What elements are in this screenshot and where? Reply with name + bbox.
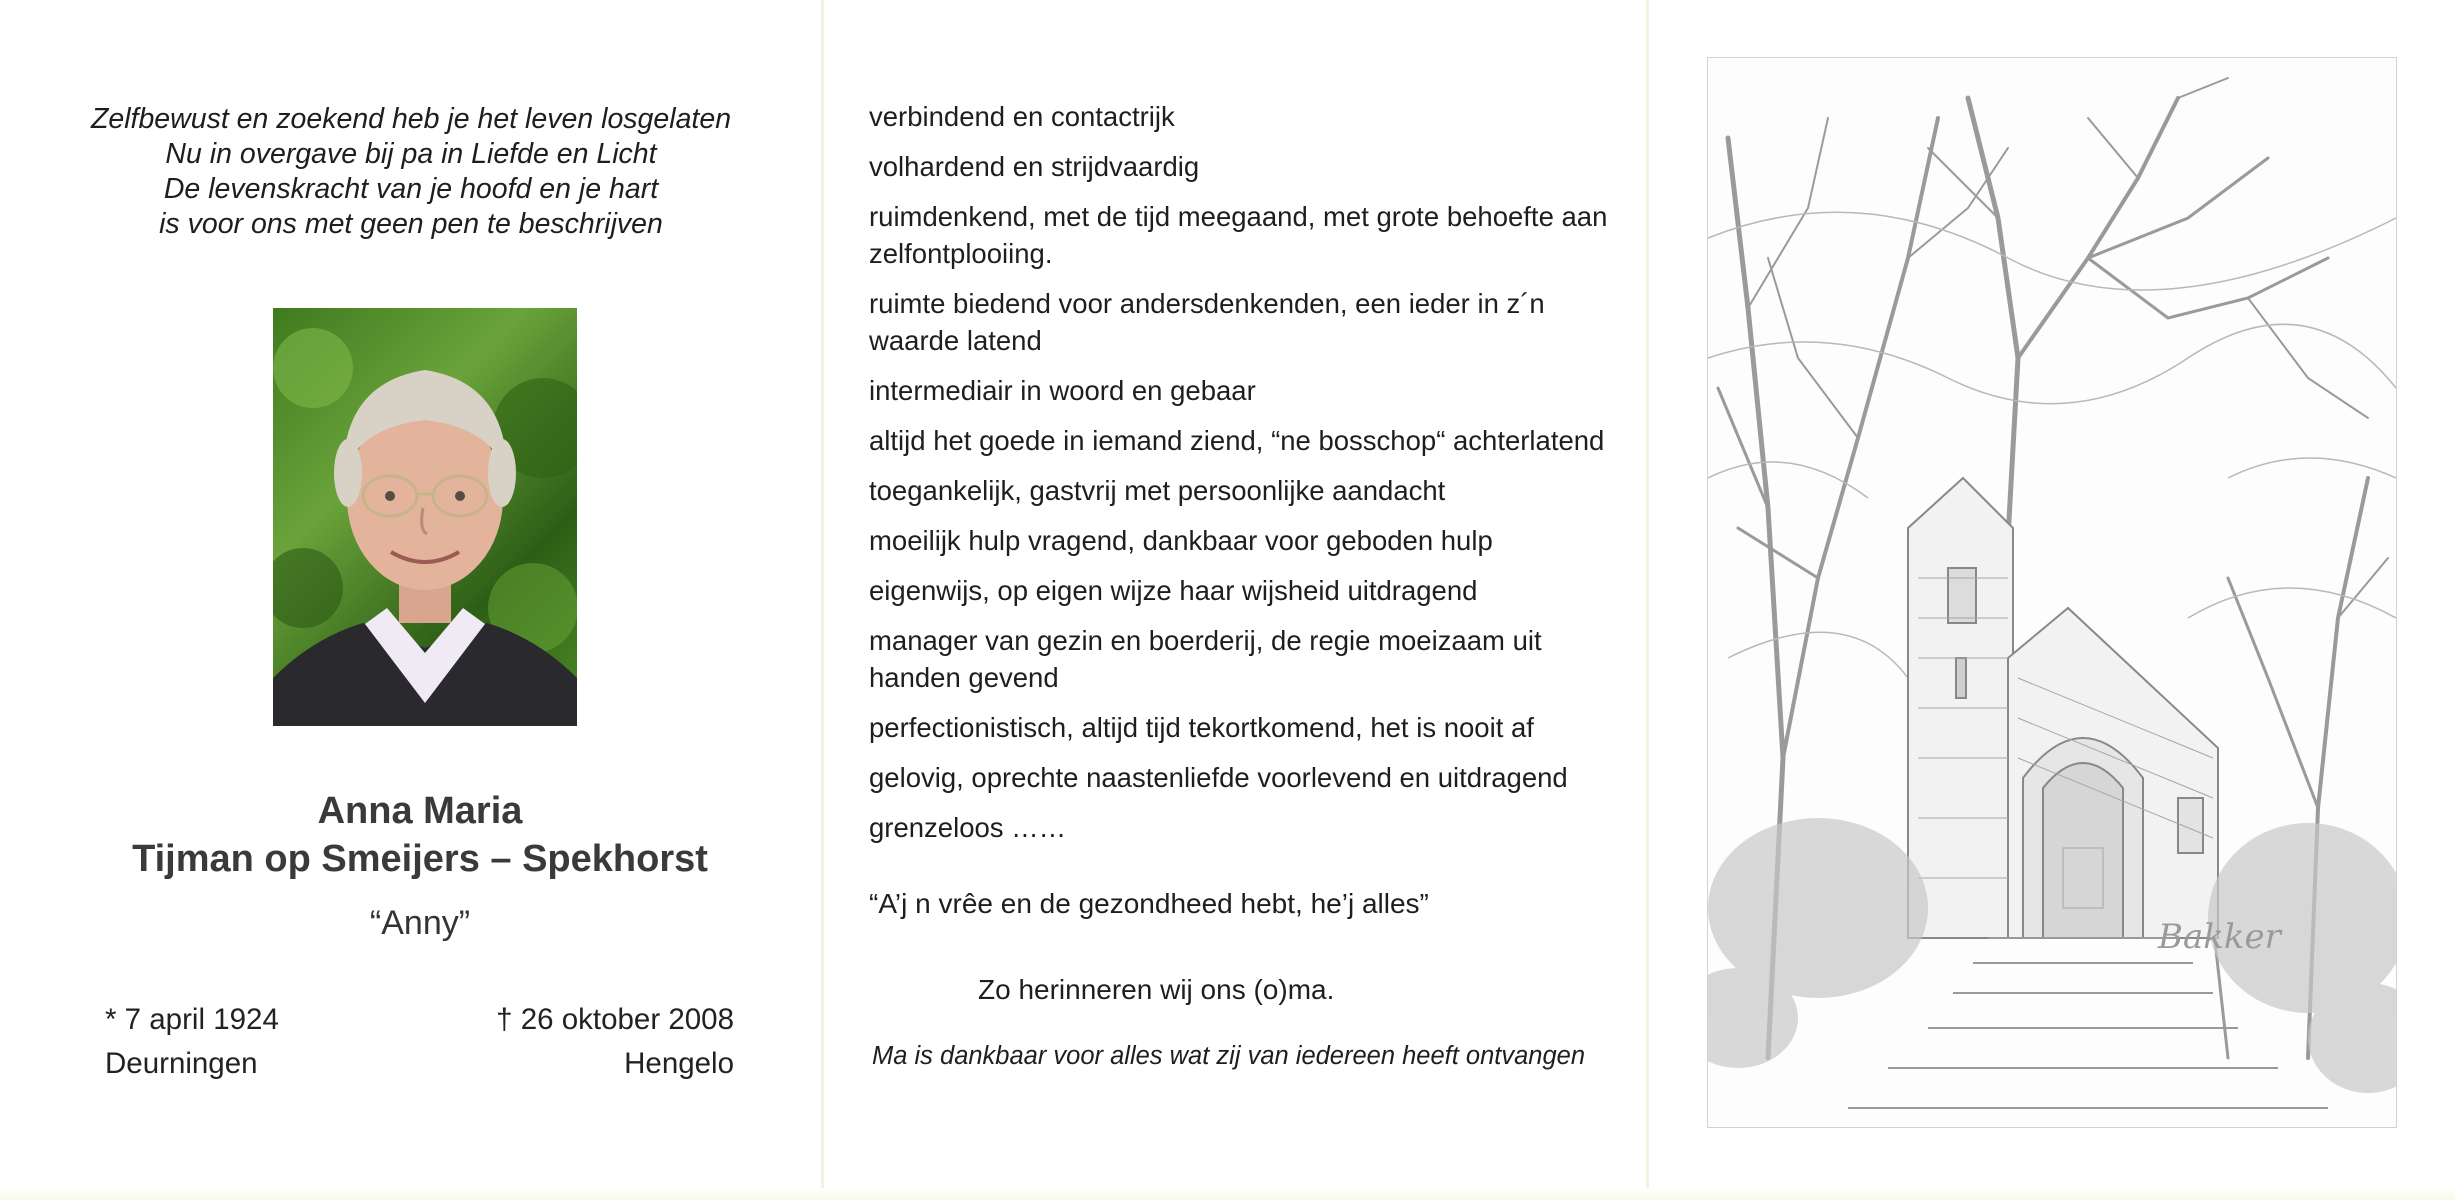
quality-item: ruimdenkend, met de tijd meegaand, met grote behoefte aan zelfontplooiing. — [869, 201, 1608, 269]
full-surname: Tijman op Smeijers – Spekhorst — [132, 838, 708, 880]
closing-line: Ma is dankbaar voor alles wat zij van iedereen heeft ontvangen — [872, 1042, 1586, 1070]
dialect-saying: “A’j n vrêe en de gezondheed hebt, he’j alles” — [869, 888, 1429, 919]
death-place: Hengelo — [624, 1047, 734, 1080]
quality-item: volhardend en strijdvaardig — [869, 151, 1200, 182]
quality-item: eigenwijs, op eigen wijze haar wijsheid uitdragend — [869, 575, 1478, 606]
poem-line: Nu in overgave bij pa in Liefde en Licht — [165, 138, 657, 170]
artist-signature: Bakker — [2158, 917, 2281, 957]
first-names: Anna Maria — [317, 790, 523, 832]
poem-line: is voor ons met geen pen te beschrijven — [159, 208, 663, 240]
birth-date: * 7 april 1924 — [105, 1003, 279, 1036]
death-info — [496, 998, 734, 1086]
portrait-photo — [273, 308, 577, 726]
quality-item: verbindend en contactrijk — [869, 101, 1175, 132]
quality-item: toegankelijk, gastvrij met persoonlijke aandacht — [869, 475, 1446, 506]
card-bottom-edge — [0, 1188, 2455, 1200]
left-panel — [0, 0, 822, 1200]
death-date: † 26 oktober 2008 — [496, 1003, 734, 1036]
quality-item: perfectionistisch, altijd tijd tekortkomend, het is nooit af — [869, 712, 1534, 743]
quality-item: ruimte biedend voor andersdenkenden, een ieder in z´n waarde latend — [869, 288, 1545, 356]
birth-place: Deurningen — [105, 1047, 258, 1080]
quality-item: gelovig, oprechte naastenliefde voorlevend en uitdragend — [869, 762, 1568, 793]
quality-item: intermediair in woord en gebaar — [869, 375, 1256, 406]
quality-item: altijd het goede in iemand ziend, “ne bosschop“ achterlatend — [869, 425, 1605, 456]
remember-line: Zo herinneren wij ons (o)ma. — [978, 974, 1335, 1005]
quality-item: moeilijk hulp vragend, dankbaar voor geboden hulp — [869, 525, 1493, 556]
poem-line: De levenskracht van je hoofd en je hart — [163, 173, 659, 205]
middle-panel — [822, 0, 1647, 1200]
qualities-list — [869, 98, 1629, 859]
portrait-illustration — [273, 308, 577, 726]
right-panel — [1647, 0, 2455, 1200]
poem-line: Zelfbewust en zoekend heb je het leven losgelaten — [90, 103, 732, 135]
nickname: “Anny” — [369, 904, 471, 942]
quality-item: grenzeloos …… — [869, 812, 1067, 843]
chapel-illustration — [1708, 58, 2396, 1127]
quality-item: manager van gezin en boerderij, de regie moeizaam uit handen gevend — [869, 625, 1542, 693]
chapel-sketch — [1707, 57, 2397, 1128]
birth-info — [105, 998, 279, 1086]
poem — [0, 102, 822, 242]
